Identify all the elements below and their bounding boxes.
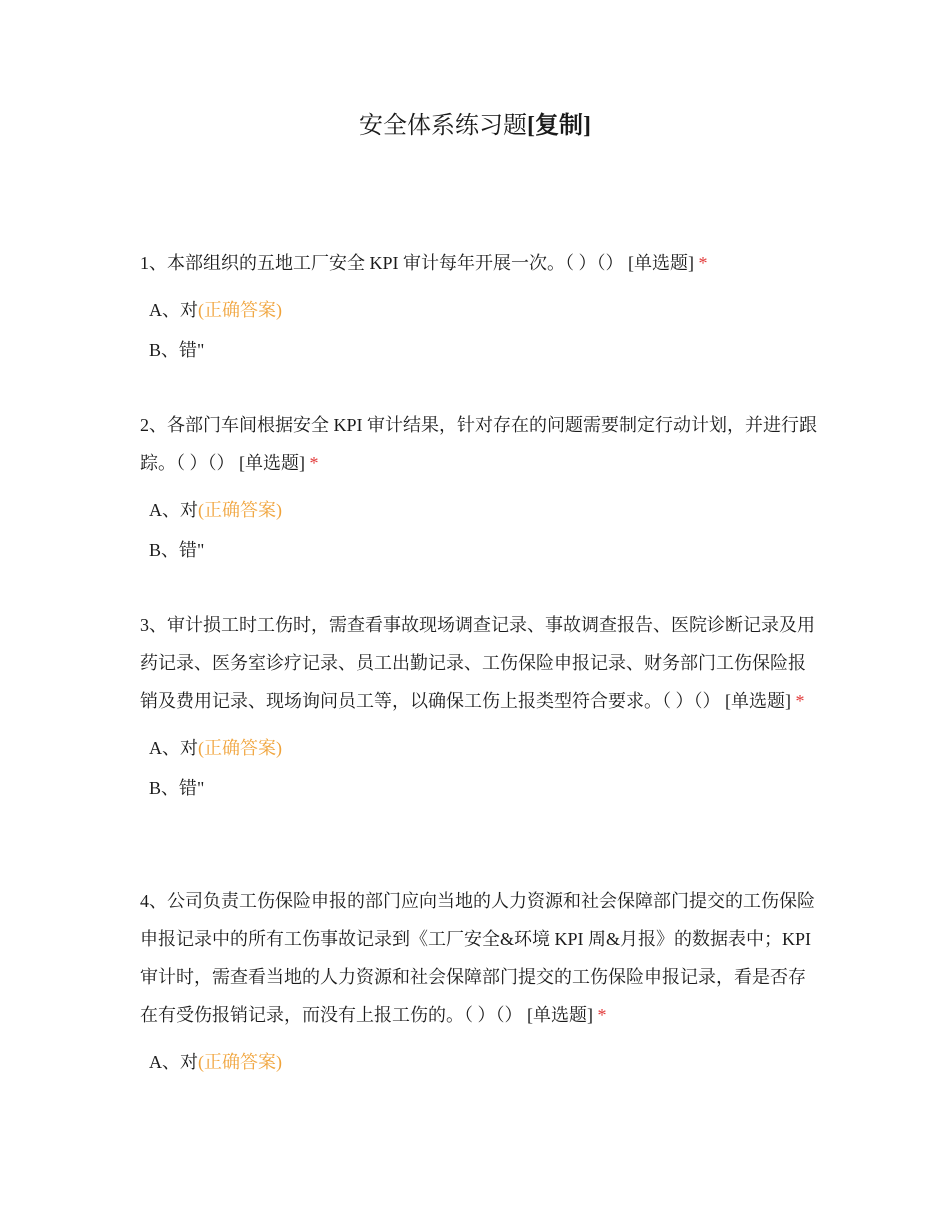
question-1-type-tag: [单选题] <box>628 253 695 273</box>
question-2-option-b[interactable] <box>140 530 820 570</box>
question-2 <box>140 406 820 570</box>
option-label: B、错" <box>149 540 205 560</box>
question-1-required-star: * <box>698 253 708 273</box>
page-title <box>0 110 950 142</box>
question-4-required-star: * <box>597 1005 607 1025</box>
option-label: A、对 <box>149 738 198 758</box>
question-4-body: 4、公司负责工伤保险申报的部门应向当地的人力资源和社会保障部门提交的工伤保险申报记录中的所有工伤事故记录到《工厂安全&环境 KPI 周&月报》的数据表中；KPI 审计时，需查看当地的人力资源和社会保障部门提交的工伤保险申报记录，看是否存在有受伤报销记录，而没有上报工伤的。（ ）（） <box>140 891 815 1025</box>
page-title-text: 安全体系练习题 <box>359 113 527 139</box>
question-3-option-a[interactable] <box>140 728 820 768</box>
option-label: A、对 <box>149 300 198 320</box>
question-4-text <box>140 882 820 1034</box>
correct-answer-mark: (正确答案) <box>198 300 282 320</box>
page-title-copy-tag: [复制] <box>527 113 591 139</box>
correct-answer-mark: (正确答案) <box>198 500 282 520</box>
question-3-text <box>140 606 820 720</box>
option-label: B、错" <box>149 778 205 798</box>
correct-answer-mark: (正确答案) <box>198 1052 282 1072</box>
question-4-option-a[interactable] <box>140 1042 820 1082</box>
question-1-option-b[interactable] <box>140 330 820 370</box>
question-1 <box>140 244 820 370</box>
question-2-type-tag: [单选题] <box>239 453 305 473</box>
question-4 <box>140 882 820 1082</box>
option-label: A、对 <box>149 1052 198 1072</box>
question-2-option-a[interactable] <box>140 490 820 530</box>
question-4-type-tag: [单选题] <box>527 1005 593 1025</box>
correct-answer-mark: (正确答案) <box>198 738 282 758</box>
question-2-required-star: * <box>309 453 319 473</box>
question-2-text <box>140 406 820 482</box>
question-2-body: 2、各部门车间根据安全 KPI 审计结果，针对存在的问题需要制定行动计划，并进行跟踪。（ ）（） <box>140 415 818 473</box>
question-1-text <box>140 244 820 282</box>
question-3-required-star: * <box>795 691 805 711</box>
option-label: B、错" <box>149 340 205 360</box>
question-3-body: 3、审计损工时工伤时，需查看事故现场调查记录、事故调查报告、医院诊断记录及用药记录、医务室诊疗记录、员工出勤记录、工伤保险申报记录、财务部门工伤保险报销及费用记录、现场询问员工等，以确保工伤上报类型符合要求。（ ）（） <box>140 615 815 711</box>
option-label: A、对 <box>149 500 198 520</box>
question-3-option-b[interactable] <box>140 768 820 808</box>
question-3 <box>140 606 820 808</box>
question-1-option-a[interactable] <box>140 290 820 330</box>
question-3-type-tag: [单选题] <box>725 691 791 711</box>
question-1-body: 1、本部组织的五地工厂安全 KPI 审计每年开展一次。（ ）（） <box>140 253 624 273</box>
